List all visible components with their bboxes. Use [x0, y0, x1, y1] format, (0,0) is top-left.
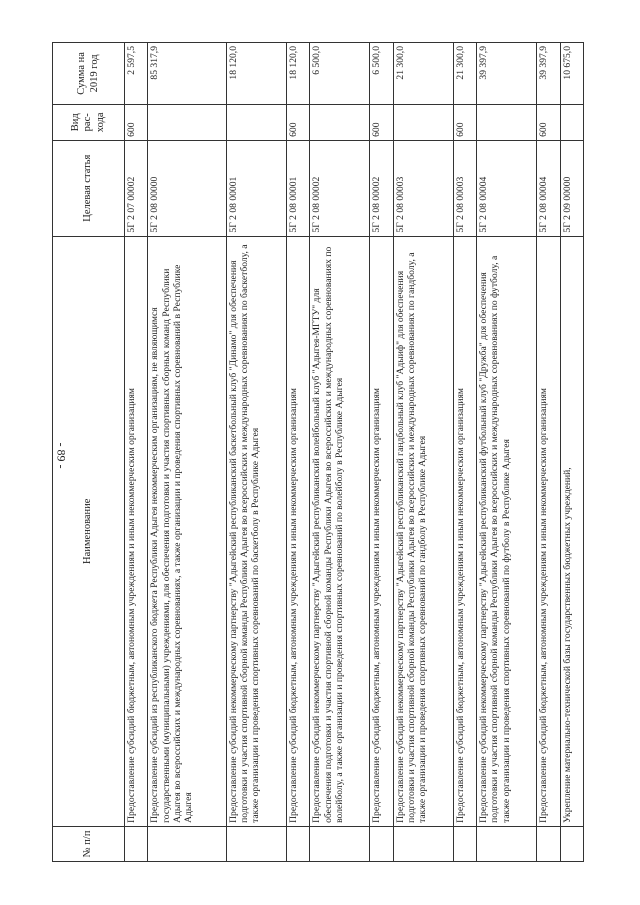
vid-cell [226, 104, 286, 140]
table-row [393, 43, 453, 862]
num-cell [560, 826, 583, 861]
vid-cell [477, 104, 537, 140]
budget-table [52, 42, 584, 862]
table-row [125, 43, 148, 862]
name-cell: Предоставление субсидий бюджетным, автономным учреждениям и иным некоммерческим организациям [125, 236, 148, 826]
sum-cell: 18 120,0 [226, 43, 286, 105]
table-row [560, 43, 583, 862]
code-cell: 5Г 2 07 00002 [125, 140, 148, 236]
table-header-row [53, 43, 125, 862]
num-cell [148, 826, 227, 861]
code-cell: 5Г 2 08 00003 [453, 140, 476, 236]
num-cell [537, 826, 560, 861]
table-row [453, 43, 476, 862]
header-vid: Вид рас-хода [53, 104, 125, 140]
sum-cell: 39 397,9 [477, 43, 537, 105]
name-cell: Предоставление субсидий некоммерческому партнерству "Адыгейский республиканский волейбольный клуб "Адыгея-МГТУ" для обеспечения подготовки и участия спортивной сборной команды Республики Адыгея во всероссийских и международных соревнованиях по волейболу, а также организации и проведения спортивных соревнований по волейболу в Республике Адыгея [310, 236, 370, 826]
name-cell: Предоставление субсидий бюджетным, автономным учреждениям и иным некоммерческим организациям [537, 236, 560, 826]
name-cell: Предоставление субсидий бюджетным, автономным учреждениям и иным некоммерческим организациям [287, 236, 310, 826]
num-cell [453, 826, 476, 861]
code-cell: 5Г 2 09 00000 [560, 140, 583, 236]
num-cell [287, 826, 310, 861]
num-cell [393, 826, 453, 861]
code-cell: 5Г 2 08 00001 [226, 140, 286, 236]
sum-cell: 39 397,9 [537, 43, 560, 105]
sum-cell: 21 300,0 [453, 43, 476, 105]
name-cell: Предоставление субсидий некоммерческому партнерству "Адыгейский республиканский баскетбольный клуб "Динамо" для обеспечения подготовки и участия спортивной сборной команды Республики Адыгея во всероссийских и международных соревнованиях по баскетболу, а также организации и проведения спортивных соревнований по баскетболу в Республике Адыгея [226, 236, 286, 826]
header-name: Наименование [53, 236, 125, 826]
num-cell [310, 826, 370, 861]
code-cell: 5Г 2 08 00000 [148, 140, 227, 236]
name-cell: Предоставление субсидий бюджетным, автономным учреждениям и иным некоммерческим организациям [453, 236, 476, 826]
sum-cell: 85 317,9 [148, 43, 227, 105]
table-row [226, 43, 286, 862]
vid-cell: 600 [537, 104, 560, 140]
table-row [148, 43, 227, 862]
vid-cell: 600 [453, 104, 476, 140]
num-cell [370, 826, 393, 861]
vid-cell: 600 [287, 104, 310, 140]
vid-cell [560, 104, 583, 140]
code-cell: 5Г 2 08 00003 [393, 140, 453, 236]
sum-cell: 21 300,0 [393, 43, 453, 105]
sum-cell: 6 500,0 [310, 43, 370, 105]
sum-cell: 6 500,0 [370, 43, 393, 105]
header-code: Целевая статья [53, 140, 125, 236]
table-row [477, 43, 537, 862]
sum-cell: 18 120,0 [287, 43, 310, 105]
vid-cell: 600 [370, 104, 393, 140]
rotated-page [52, 42, 584, 862]
sum-cell: 10 675,0 [560, 43, 583, 105]
name-cell: Предоставление субсидий бюджетным, автономным учреждениям и иным некоммерческим организациям [370, 236, 393, 826]
vid-cell: 600 [125, 104, 148, 140]
table-row [310, 43, 370, 862]
name-cell: Предоставление субсидий некоммерческому партнерству "Адыгейский республиканский футбольный клуб "Дружба" для обеспечения подготовки и участия спортивной сборной команды Республики Адыгея во всероссийских и международных соревнованиях по футболу, а также организации и проведения спортивных соревнований по футболу в Республике Адыгея [477, 236, 537, 826]
name-cell: Предоставление субсидий из республиканского бюджета Республики Адыгея некоммерческим организациям, не являющимся государственными (муниципальными) учреждениями, для обеспечения подготовки и участия спортивных сборных команд Республики Адыгея во всероссийских и международных соревнованиях, а также организации и проведения спортивных соревнований в Республике Адыгея [148, 236, 227, 826]
code-cell: 5Г 2 08 00001 [287, 140, 310, 236]
code-cell: 5Г 2 08 00004 [537, 140, 560, 236]
vid-cell [393, 104, 453, 140]
page-number: - 89 - [54, 442, 69, 469]
table-row [537, 43, 560, 862]
header-sum: Сумма на 2019 год [53, 43, 125, 105]
vid-cell [148, 104, 227, 140]
code-cell: 5Г 2 08 00002 [310, 140, 370, 236]
table-row [370, 43, 393, 862]
name-cell: Укрепление материально-технической базы государственных бюджетных учреждений, [560, 236, 583, 826]
code-cell: 5Г 2 08 00004 [477, 140, 537, 236]
code-cell: 5Г 2 08 00002 [370, 140, 393, 236]
header-num: № п/п [53, 826, 125, 861]
vid-cell [310, 104, 370, 140]
table-row [287, 43, 310, 862]
sum-cell: 2 597,5 [125, 43, 148, 105]
num-cell [226, 826, 286, 861]
num-cell [477, 826, 537, 861]
num-cell [125, 826, 148, 861]
name-cell: Предоставление субсидий некоммерческому партнерству "Адыгейский республиканский гандбольный клуб "Адыиф" для обеспечения подготовки и участия спортивной сборной команды Республики Адыгея во всероссийских и международных соревнованиях по гандболу, а также организации и проведения спортивных соревнований по гандболу в Республике Адыгея [393, 236, 453, 826]
